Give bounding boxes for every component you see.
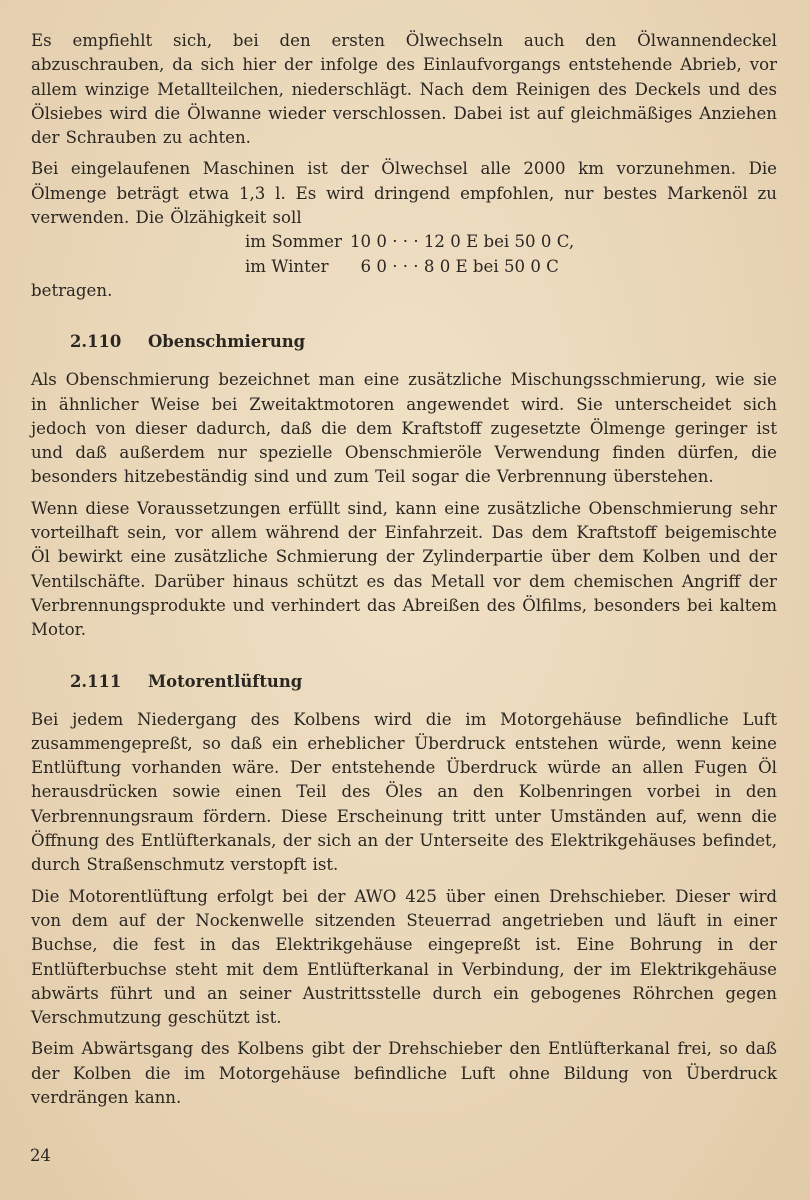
formula-value: 6 0 · · · 8 0 E bei 50 0 C xyxy=(350,256,559,276)
page-number: 24 xyxy=(30,1146,51,1165)
paragraph-motorentlueftung-2: Die Motorentlüftung erfolgt bei der AWO 425 über einen Drehschieber. Dieser wird von dem auf der Nockenwelle sitzenden Steuerrad angetrieben und läuft in einer Buchse, die fest in das Elektrikgehäuse eingepreßt ist. Eine Bohrung in der Entlüfterbuchse steht mit dem Entlüfterkanal in Verbindung, der im Elektrikgehäuse abwärts führt und an seiner Austrittsstelle durch ein gebogenes Röhrchen gegen Verschmutzung geschützt ist. xyxy=(31,886,777,1028)
section-title: Obenschmierung xyxy=(148,332,306,352)
section-heading-motorentlueftung xyxy=(70,670,777,694)
paragraph-motorentlueftung-3: Beim Abwärtsgang des Kolbens gibt der Drehschieber den Entlüfterkanal frei, so daß der Kolben die im Motorgehäuse befindliche Luft ohne Bildung von Überdruck verdrängen kann. xyxy=(31,1039,777,1107)
document-page xyxy=(31,29,777,1110)
section-number: 2.111 xyxy=(70,671,122,691)
paragraph-obenschmierung-1: Als Obenschmierung bezeichnet man eine zusätzliche Mischungsschmierung, wie sie in ähnlicher Weise bei Zweitaktmotoren angewendet wird. Sie unterscheidet sich jedoch von dieser dadurch, daß die dem Kraftstoff zugesetzte Ölmenge geringer ist und daß außerdem nur spezielle Obenschmieröle Verwendung finden dürfen, die besonders hitzebeständig sind und zum Teil sogar die Verbrennung überstehen. xyxy=(31,370,777,487)
viscosity-summer xyxy=(245,230,777,254)
section-heading-obenschmierung xyxy=(70,330,777,354)
formula-season: im Sommer xyxy=(245,232,342,252)
paragraph-obenschmierung-2: Wenn diese Voraussetzungen erfüllt sind, kann eine zusätzliche Obenschmierung sehr vorteilhaft sein, vor allem während der Einfahrzeit. Das dem Kraftstoff beigemischte Öl bewirkt eine zusätzliche Schmierung der Zylinderpartie über dem Kolben und der Ventilschäfte. Darüber hinaus schützt es das Metall vor dem chemischen Angriff der Verbrennungsprodukte und verhindert das Abreißen des Ölfilms, besonders bei kaltem Motor. xyxy=(31,498,777,640)
formula-season: im Winter xyxy=(245,256,329,276)
paragraph-oil-change: Bei eingelaufenen Maschinen ist der Ölwechsel alle 2000 km vorzunehmen. Die Ölmenge beträgt etwa 1,3 l. Es wird dringend empfohlen, nur bestes Markenöl zu verwenden. Die Ölzähigkeit soll xyxy=(31,159,777,228)
formula-value: 10 0 · · · 12 0 E bei 50 0 C, xyxy=(350,232,575,252)
paragraph-oil-pan: Es empfiehlt sich, bei den ersten Ölwechseln auch den Ölwannendeckel abzuschrauben, da sich hier der infolge des Einlaufvorgangs entstehende Abrieb, vor allem winzige Metallteilchen, niederschlägt. Nach dem Reinigen des Deckels und des Ölsiebes wird die Ölwanne wieder verschlossen. Dabei ist auf gleichmäßiges Anziehen der Schrauben zu achten. xyxy=(31,31,777,148)
viscosity-winter xyxy=(245,255,777,279)
paragraph-motorentlueftung-1: Bei jedem Niedergang des Kolbens wird die im Motorgehäuse befindliche Luft zusammengepreßt, so daß ein erheblicher Überdruck entstehen würde, wenn keine Entlüftung vorhanden wäre. Der entstehende Überdruck würde an allen Fugen Öl herausdrücken sowie einen Teil des Öles an den Kolbenringen vorbei in den Verbrennungsraum fördern. Diese Erscheinung tritt unter Umständen auf, wenn die Öffnung des Entlüfterkanals, der sich an der Unterseite des Elektrikgehäuses befindet, durch Straßenschmutz verstopft ist. xyxy=(31,709,777,875)
paragraph-betragen: betragen. xyxy=(31,280,113,300)
section-title: Motorentlüftung xyxy=(148,671,303,691)
section-number: 2.110 xyxy=(70,332,122,352)
